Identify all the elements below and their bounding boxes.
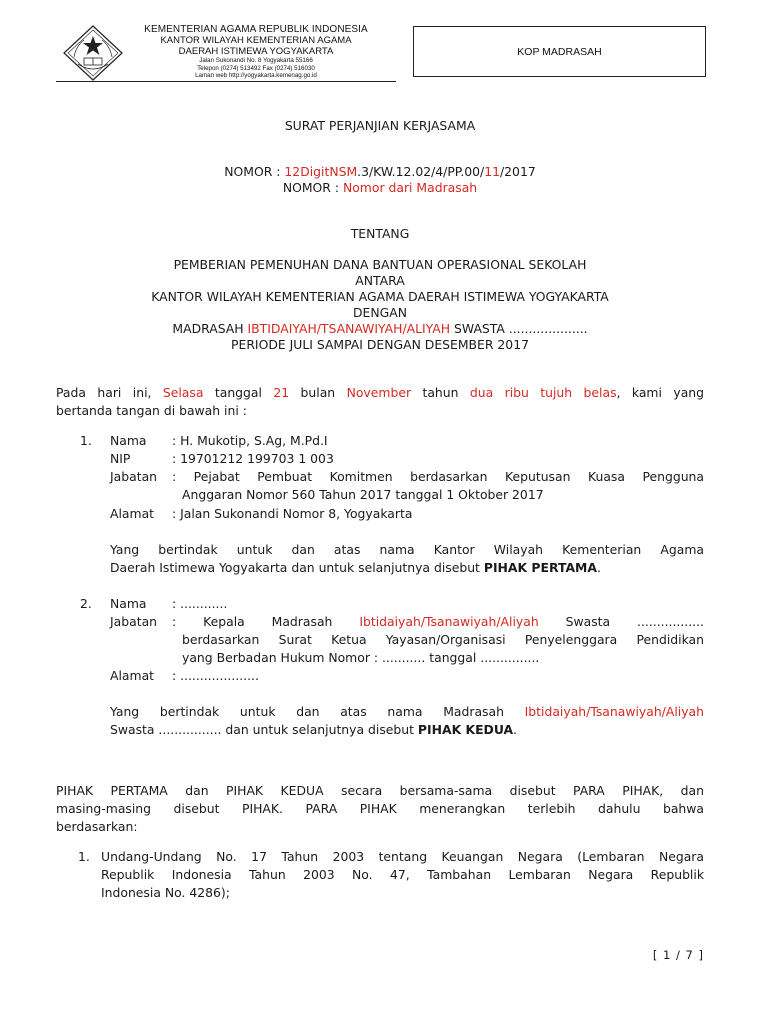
letterhead-ministry: KEMENTERIAN AGAMA REPUBLIK INDONESIA	[144, 24, 368, 35]
party-1-alamat-label: Alamat	[110, 506, 155, 521]
para-pihak-line-1: PIHAK PERTAMA dan PIHAK KEDUA secara bersama-sama disebut PARA PIHAK, dan	[56, 783, 704, 798]
kop-madrasah-label: KOP MADRASAH	[517, 45, 602, 58]
intro-line-1	[56, 384, 704, 402]
party-2-paragraph-line-1	[110, 703, 704, 721]
letterhead-rule	[56, 81, 396, 82]
subject-5-type: IBTIDAIYAH/TSANAWIYAH/ALIYAH	[247, 321, 451, 336]
intro-text: bulan	[289, 385, 347, 400]
party-1-nama-label: Nama	[110, 433, 147, 448]
nomor-1-month: 11	[484, 164, 500, 179]
page-number: [ 1 / 7 ]	[652, 948, 704, 962]
para-pihak-line-2: masing-masing disebut PIHAK. PARA PIHAK menerangkan terlebih dahulu bahwa	[56, 801, 704, 816]
tentang-heading: TENTANG	[350, 226, 410, 241]
intro-date: 21	[273, 385, 290, 400]
nomor-1-nsm: 12DigitNSM	[284, 164, 358, 179]
party-2-jabatan-value-3: yang Berbadan Hukum Nomor : ........... tanggal ...............	[182, 650, 540, 665]
subject-line-5	[0, 321, 760, 337]
party-1-number: 1.	[80, 433, 92, 448]
pihak-kedua-term: PIHAK KEDUA	[417, 722, 514, 737]
party-2-paragraph-period: .	[513, 722, 518, 737]
party-2-jabatan-label: Jabatan	[110, 614, 158, 629]
nomor-1-year: /2017	[500, 164, 536, 179]
nomor-line-1	[0, 164, 760, 180]
party-2-jabatan-text: Swasta .................	[538, 614, 704, 629]
subject-line-3: KANTOR WILAYAH KEMENTERIAN AGAMA DAERAH ISTIMEWA YOGYAKARTA	[151, 289, 609, 304]
para-pihak-line-3: berdasarkan:	[56, 819, 138, 834]
party-1-jabatan-value-1: : Pejabat Pembuat Komitmen berdasarkan Keputusan Kuasa Pengguna	[172, 469, 704, 484]
party-1-nip-value: : 19701212 199703 1 003	[172, 451, 334, 466]
ministry-emblem-icon	[62, 24, 124, 82]
party-1-paragraph-line-2	[110, 559, 601, 577]
basis-item-line-3: Indonesia No. 4286);	[101, 885, 230, 900]
party-2-paragraph-line-2	[110, 721, 517, 739]
subject-5-suffix: SWASTA ....................	[450, 321, 588, 336]
party-1-jabatan-value-2: Anggaran Nomor 560 Tahun 2017 tanggal 1 Oktober 2017	[182, 487, 544, 502]
party-1-paragraph-period: .	[596, 560, 601, 575]
intro-month: November	[346, 385, 412, 400]
party-2-paragraph-text: Swasta ................ dan untuk selanjutnya disebut	[110, 722, 418, 737]
subject-line-4: DENGAN	[353, 305, 407, 320]
intro-day: Selasa	[162, 385, 204, 400]
letterhead-phone: Telepon (0274) 513492 Fax (0274) 516030	[197, 64, 315, 72]
party-2-alamat-label: Alamat	[110, 668, 155, 683]
party-2-paragraph-text: Yang bertindak untuk dan atas nama Madrasah	[110, 704, 525, 719]
letterhead-address: Jalan Sukonandi No. 8 Yogyakarta 55166	[199, 57, 313, 64]
subject-5-prefix: MADRASAH	[172, 321, 248, 336]
basis-item-line-1: Undang-Undang No. 17 Tahun 2003 tentang Keuangan Negara (Lembaran Negara	[101, 849, 704, 864]
intro-text: tanggal	[203, 385, 274, 400]
nomor-2-prefix: NOMOR :	[282, 180, 343, 195]
party-2-jabatan-value-2: berdasarkan Surat Ketua Yayasan/Organisasi Penyelenggara Pendidikan	[182, 632, 704, 647]
nomor-2-value: Nomor dari Madrasah	[342, 180, 478, 195]
subject-line-6: PERIODE JULI SAMPAI DENGAN DESEMBER 2017	[231, 337, 529, 352]
letterhead-web: Laman web http://yogyakarta.kemenag.go.id	[195, 72, 317, 79]
party-2-nama-value: : ............	[172, 596, 228, 611]
subject-line-2: ANTARA	[355, 273, 405, 288]
party-2-alamat-value: : ....................	[172, 668, 259, 683]
letterhead	[130, 24, 382, 80]
letterhead-office: KANTOR WILAYAH KEMENTERIAN AGAMA	[160, 35, 352, 46]
party-1-jabatan-label: Jabatan	[110, 469, 158, 484]
party-1-nip-label: NIP	[110, 451, 131, 466]
party-2-madrasah-type: Ibtidaiyah/Tsanawiyah/Aliyah	[359, 614, 539, 629]
nomor-1-code: .3/KW.12.02/4/PP.00/	[357, 164, 485, 179]
party-2-jabatan-value-1	[172, 613, 704, 631]
letterhead-region: DAERAH ISTIMEWA YOGYAKARTA	[178, 46, 334, 57]
intro-line-2: bertanda tangan di bawah ini :	[56, 403, 247, 418]
intro-text: Pada hari ini,	[56, 385, 163, 400]
party-1-paragraph-text: Daerah Istimewa Yogyakarta dan untuk selanjutnya disebut	[110, 560, 484, 575]
party-2-jabatan-text: : Kepala Madrasah	[172, 614, 360, 629]
subject-line-1: PEMBERIAN PEMENUHAN DANA BANTUAN OPERASIONAL SEKOLAH	[173, 257, 587, 272]
document-title: SURAT PERJANJIAN KERJASAMA	[284, 118, 476, 133]
party-1-alamat-value: : Jalan Sukonandi Nomor 8, Yogyakarta	[172, 506, 413, 521]
kop-madrasah-box	[413, 26, 706, 77]
nomor-line-2	[0, 180, 760, 196]
intro-text: tahun	[411, 385, 470, 400]
nomor-1-prefix: NOMOR :	[224, 164, 285, 179]
basis-item-line-2: Republik Indonesia Tahun 2003 No. 47, Tambahan Lembaran Negara Republik	[101, 867, 704, 882]
party-2-paragraph-type: Ibtidaiyah/Tsanawiyah/Aliyah	[524, 704, 704, 719]
party-2-nama-label: Nama	[110, 596, 147, 611]
pihak-pertama-term: PIHAK PERTAMA	[483, 560, 597, 575]
intro-year: dua ribu tujuh belas	[469, 385, 617, 400]
party-1-nama-value: : H. Mukotip, S.Ag, M.Pd.I	[172, 433, 328, 448]
basis-item-number: 1.	[78, 849, 90, 864]
party-1-paragraph-line-1: Yang bertindak untuk dan atas nama Kantor Wilayah Kementerian Agama	[110, 542, 704, 557]
intro-text: , kami yang	[616, 385, 705, 400]
party-2-number: 2.	[80, 596, 92, 611]
